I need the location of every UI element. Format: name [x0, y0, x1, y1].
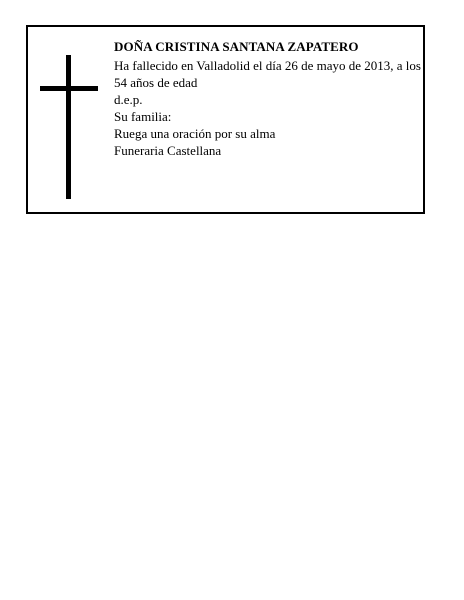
funeral-home: Funeraria Castellana [114, 143, 222, 158]
obituary-notice [26, 25, 425, 214]
cross-icon [40, 55, 98, 199]
cross-horizontal-bar [40, 86, 98, 91]
family-label: Su familia: [114, 109, 172, 124]
rip-text: d.e.p. [114, 92, 143, 107]
notice-text [114, 39, 424, 159]
deceased-name: DOÑA CRISTINA SANTANA ZAPATERO [114, 39, 359, 54]
cross-vertical-bar [66, 55, 71, 199]
prayer-request: Ruega una oración por su alma [114, 126, 276, 141]
death-details: Ha fallecido en Valladolid el día 26 de mayo de 2013, a los 54 años de edad [114, 58, 421, 90]
